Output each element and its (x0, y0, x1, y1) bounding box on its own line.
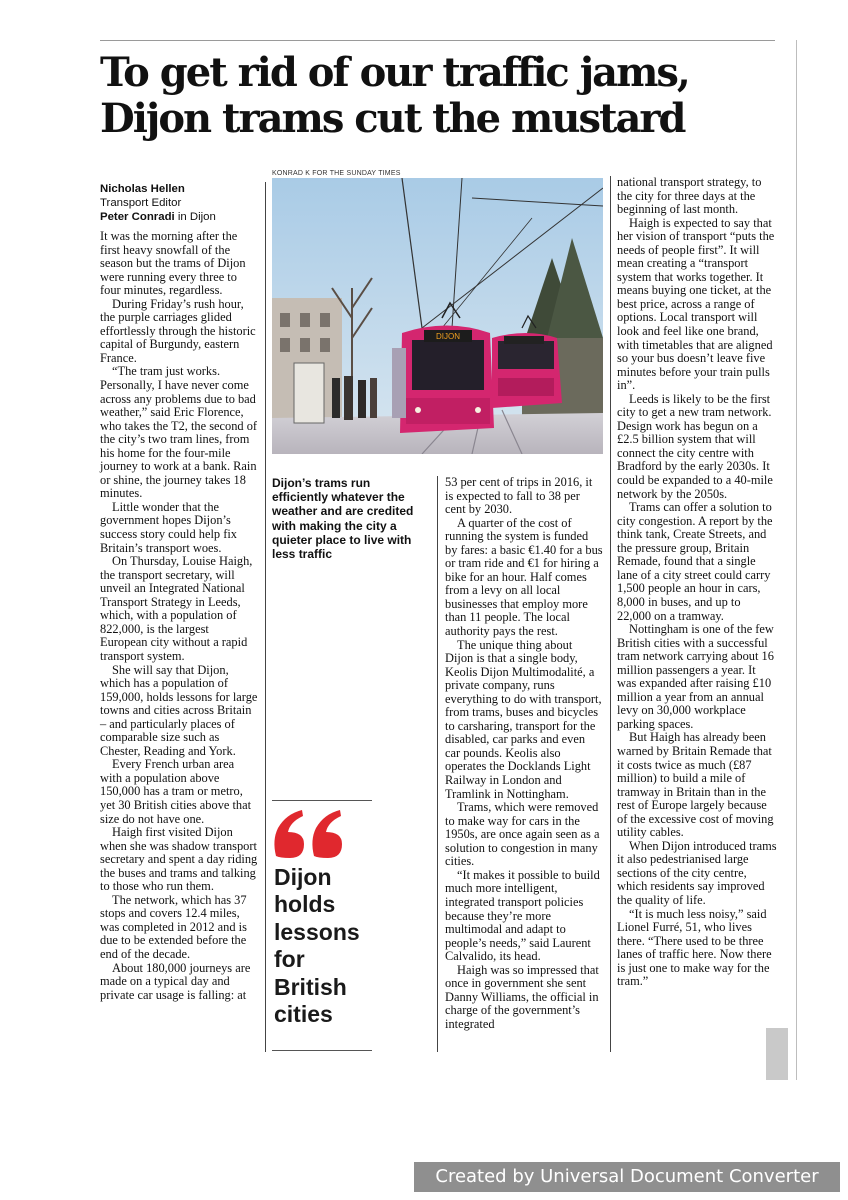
paragraph: “It is much less noisy,” said Lionel Furré, 51, who lives there. “There used to be three lanes of traffic here. Now there is just one to make way for the tram.” (617, 906, 772, 989)
converter-watermark: Created by Universal Document Converter (414, 1162, 840, 1192)
paragraph: The network, which has 37 stops and covers 12.4 miles, was completed in 2012 and is due to be extended before the end of the decade. (100, 892, 247, 961)
top-rule (100, 40, 775, 41)
paragraph: On Thursday, Louise Haigh, the transport secretary, will unveil an Integrated National Transport Strategy in Leeds, which, with a population of 822,000, is the largest European city without a rapid transport system. (100, 554, 253, 663)
column-divider (437, 476, 438, 1052)
paragraph: It was the morning after the first heavy snowfall of the season but the trams of Dijon were running every three to four minutes, regardless. (100, 229, 246, 298)
headline-line-2: Dijon trams cut the mustard (100, 95, 685, 142)
article-column-3 (445, 476, 603, 1031)
headline (100, 50, 780, 142)
paragraph: national transport strategy, to the city for three days at the beginning of last month. (617, 175, 762, 217)
column-divider (265, 182, 266, 1052)
paragraph: Little wonder that the government hopes Dijon’s success story could help fix Britain’s transport woes. (100, 499, 237, 555)
article-column-4 (617, 176, 777, 989)
column-divider (610, 176, 611, 1052)
co-author (100, 210, 258, 224)
quote-marks-icon (272, 808, 346, 860)
paragraph: 53 per cent of trips in 2016, it is expected to fall to 38 per cent by 2030. (445, 475, 593, 517)
pullquote: Dijon holds lessons for British cities (274, 864, 360, 1028)
paragraph: “It makes it possible to build much more intelligent, integrated transport policies because they’re more multimodal and adapt to people’s needs,” said Laurent Calvalido, its head. (445, 867, 600, 964)
paragraph: But Haigh has already been warned by Britain Remade that it costs twice as much (£87 million) to build a mile of tramway in Britain than in the rest of Europe largely because of the excessive cost of moving utility cables. (617, 730, 774, 840)
tram-photo-illustration (272, 178, 603, 454)
photo-credit: KONRAD K FOR THE SUNDAY TIMES (272, 170, 401, 177)
paragraph: The unique thing about Dijon is that a single body, Keolis Dijon Multimodalité, a private company, runs everything to do with transport, from trams, buses and bicycles to carsharing, transport for the disabled, car parks and even car pounds. Keolis also operates the Docklands Light Railway in London and Tramlink in Nottingham. (445, 637, 602, 801)
tram-destination-sign: DIJON (436, 332, 460, 341)
pullquote-rule-top (272, 800, 372, 801)
headline-line-1: To get rid of our traffic jams, (100, 49, 689, 96)
paragraph: Haigh was so impressed that once in government she sent Danny Williams, the official in charge of the government’s integrated (445, 962, 599, 1031)
article-column-1 (100, 182, 258, 1002)
paragraph: Haigh is expected to say that her vision of transport “puts the needs of people first”. It will mean creating a “transport system that works together. It means buying one ticket, at the best price, across a range of options. Local transport will look and feel like one brand, with timetables that are aligned so your bus doesn’t leave five minutes before your train pulls in”. (617, 215, 775, 393)
paragraph: Trams, which were removed to make way for cars in the 1950s, are once again seen as a solution to congestion in many cities. (445, 800, 600, 869)
paragraph: Every French urban area with a population above 150,000 has a tram or metro, yet 30 British cities above that size do not have one. (100, 757, 252, 826)
page-edge-tab (766, 1028, 788, 1080)
paragraph: A quarter of the cost of running the system is funded by fares: a basic €1.40 for a bus or tram ride and €1 for hiring a bike for an hour. Half comes from a levy on all local businesses that employ more than 11 people. The local authority pays the rest. (445, 515, 603, 639)
tram-photo (272, 178, 603, 454)
byline (100, 182, 258, 224)
paragraph: When Dijon introduced trams it also pedestrianised large sections of the city centre, which residents say improved the quality of life. (617, 838, 777, 907)
paragraph: She will say that Dijon, which has a population of 159,000, holds lessons for large towns and cities across Britain – and particularly places of comparable size such as Chester, Reading and York. (100, 662, 258, 758)
author-name: Nicholas Hellen (100, 183, 185, 195)
paragraph: About 180,000 journeys are made on a typical day and private car usage is falling: at (100, 960, 251, 1002)
paragraph: Nottingham is one of the few British cities with a successful tram network carrying about 16 million passengers a year. It was expanded after raising £10 million a year from an annual levy on 30,000 workplace parking spaces. (617, 622, 774, 731)
paragraph: Leeds is likely to be the first city to get a new tram network. Design work has begun on a £2.5 billion system that will connect the city centre with Bradford by the early 2030s. It could be expanded to a 40-mile network by the 2050s. (617, 391, 773, 501)
page-edge-rule (796, 40, 797, 1080)
photo-caption: Dijon’s trams run efficiently whatever the weather and are credited with making the city a quieter place to live with less traffic (272, 476, 414, 562)
author-role: Transport Editor (100, 197, 182, 209)
co-author-name: Peter Conradi (100, 211, 175, 223)
paragraph: Haigh first visited Dijon when she was shadow transport secretary and spent a day riding the buses and trams and talking to those who run them. (100, 825, 258, 894)
paragraph: Trams can offer a solution to city congestion. A report by the think tank, Create Streets, and the pressure group, Britain Remade, found that a single lane of a city street could carry 1,500 people an hour in cars, 8,000 in buses, and up to 22,000 on a tramway. (617, 500, 773, 623)
co-author-location: in Dijon (174, 211, 216, 223)
paragraph: “The tram just works. Personally, I have never come across any problems due to bad weather,” said Eric Florence, who takes the T2, the second of the city’s two tram lines, from his home for the four-mile journey to work at a bank. Rain or shine, the journey takes 18 minutes. (100, 364, 258, 501)
pullquote-rule-bottom (272, 1050, 372, 1051)
paragraph: During Friday’s rush hour, the purple carriages glided effortlessly through the historic capital of Burgundy, eastern France. (100, 296, 256, 365)
